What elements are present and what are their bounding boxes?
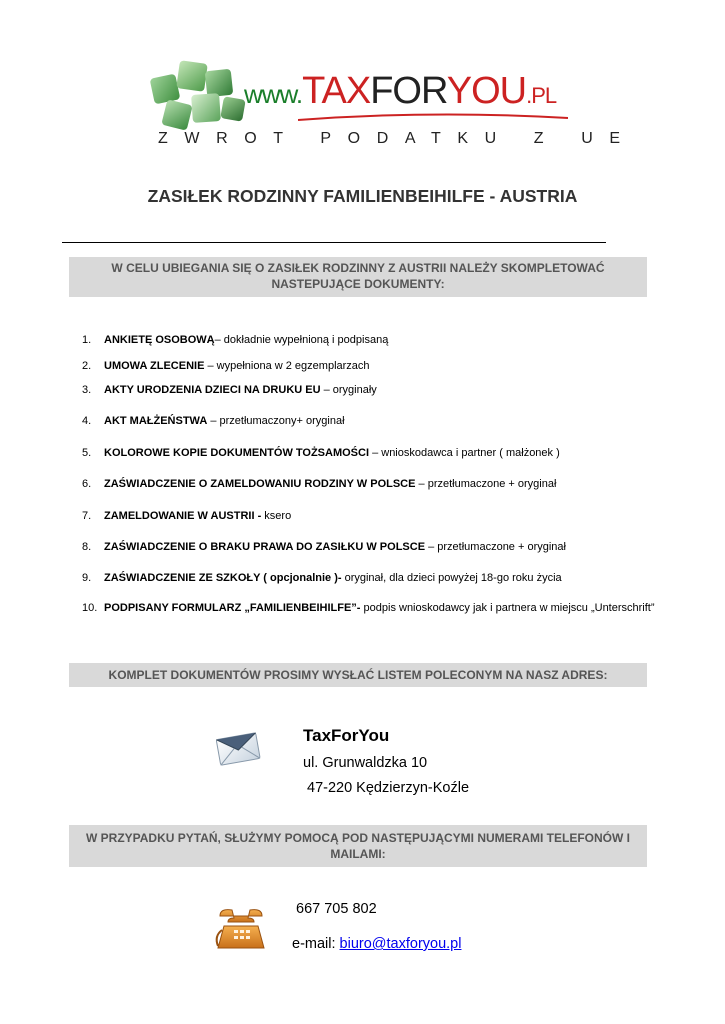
item-description: – wnioskodawca i partner ( małżonek ) (369, 447, 560, 459)
logo-tagline: ZWROT PODATKU Z UE (158, 130, 637, 147)
item-number: 2. (82, 360, 92, 372)
item-number: 6. (82, 478, 92, 490)
company-name: TaxForYou (303, 726, 390, 745)
phone-icon (212, 906, 270, 952)
item-description: – wypełniona w 2 egzemplarzach (204, 360, 370, 372)
item-title: KOLOROWE KOPIE DOKUMENTÓW TOŻSAMOŚCI (104, 447, 370, 459)
item-title: AKTY URODZENIA DZIECI NA DRUKU EU (104, 384, 321, 396)
address-header-band: KOMPLET DOKUMENTÓW PROSIMY WYSŁAĆ LISTEM POLECONYM NA NASZ ADRES: (69, 663, 647, 687)
logo-for: FOR (370, 70, 447, 112)
item-title: ZAMELDOWANIE W AUSTRII - (104, 510, 262, 522)
logo-www: www. (244, 79, 303, 109)
item-number: 7. (82, 510, 92, 522)
item-description: oryginał, dla dzieci powyżej 18-go roku życia (341, 572, 562, 584)
title-divider (62, 242, 606, 243)
item-title: AKT MAŁŻEŃSTWA (104, 415, 208, 427)
item-description: – przetłumaczone + oryginał (425, 541, 566, 553)
item-title: ANKIETĘ OSOBOWĄ (104, 334, 215, 346)
item-number: 5. (82, 447, 92, 459)
email-row (292, 936, 461, 952)
logo-you: YOU (446, 70, 527, 112)
address-street: ul. Grunwaldzka 10 (303, 755, 428, 771)
item-description: – oryginały (320, 384, 377, 396)
email-link[interactable]: biuro@taxforyou.pl (339, 936, 462, 952)
envelope-icon (214, 730, 262, 766)
item-description: podpis wnioskodawcy jak i partnera w miejscu „Unterschrift” (360, 602, 655, 614)
documents-header-band: W CELU UBIEGANIA SIĘ O ZASIŁEK RODZINNY Z AUSTRII NALEŻY SKOMPLETOWAĆ NASTEPUJĄCE DOKUMENTY: (69, 257, 647, 297)
address-city: 47-220 Kędzierzyn-Koźle (307, 780, 470, 796)
item-number: 9. (82, 572, 92, 584)
item-number: 3. (82, 384, 92, 396)
item-number: 4. (82, 415, 92, 427)
logo-swoosh (298, 112, 568, 122)
item-title: ZAŚWIADCZENIE O BRAKU PRAWA DO ZASIŁKU W POLSCE (104, 541, 426, 553)
item-title: UMOWA ZLECENIE (104, 360, 205, 372)
email-label: e-mail: (292, 936, 340, 952)
contact-header-band: W PRZYPADKU PYTAŃ, SŁUŻYMY POMOCĄ POD NASTĘPUJĄCYMI NUMERAMI TELEFONÓW I MAILAMI: (69, 825, 647, 867)
logo-pl: .PL (526, 83, 557, 108)
item-description: ksero (261, 510, 292, 522)
item-number: 1. (82, 334, 92, 346)
item-description: – dokładnie wypełnioną i podpisaną (214, 334, 389, 346)
item-title: ZAŚWIADCZENIE O ZAMELDOWANIU RODZINY W POLSCE (104, 478, 416, 490)
phone-number: 667 705 802 (296, 901, 377, 917)
logo (148, 52, 637, 152)
item-number: 8. (82, 541, 92, 553)
item-description: – przetłumaczone + oryginał (415, 478, 557, 490)
item-description: – przetłumaczony+ oryginał (207, 415, 345, 427)
item-number: 10. (82, 602, 98, 614)
page-title: ZASIŁEK RODZINNY FAMILIENBEIHILFE - AUSTRIA (147, 186, 578, 206)
logo-wordmark (244, 70, 556, 113)
logo-tax: TAX (302, 70, 371, 112)
item-title: PODPISANY FORMULARZ „FAMILIENBEIHILFE”- (104, 602, 361, 614)
item-title: ZAŚWIADCZENIE ZE SZKOŁY ( opcjonalnie )- (104, 572, 342, 584)
